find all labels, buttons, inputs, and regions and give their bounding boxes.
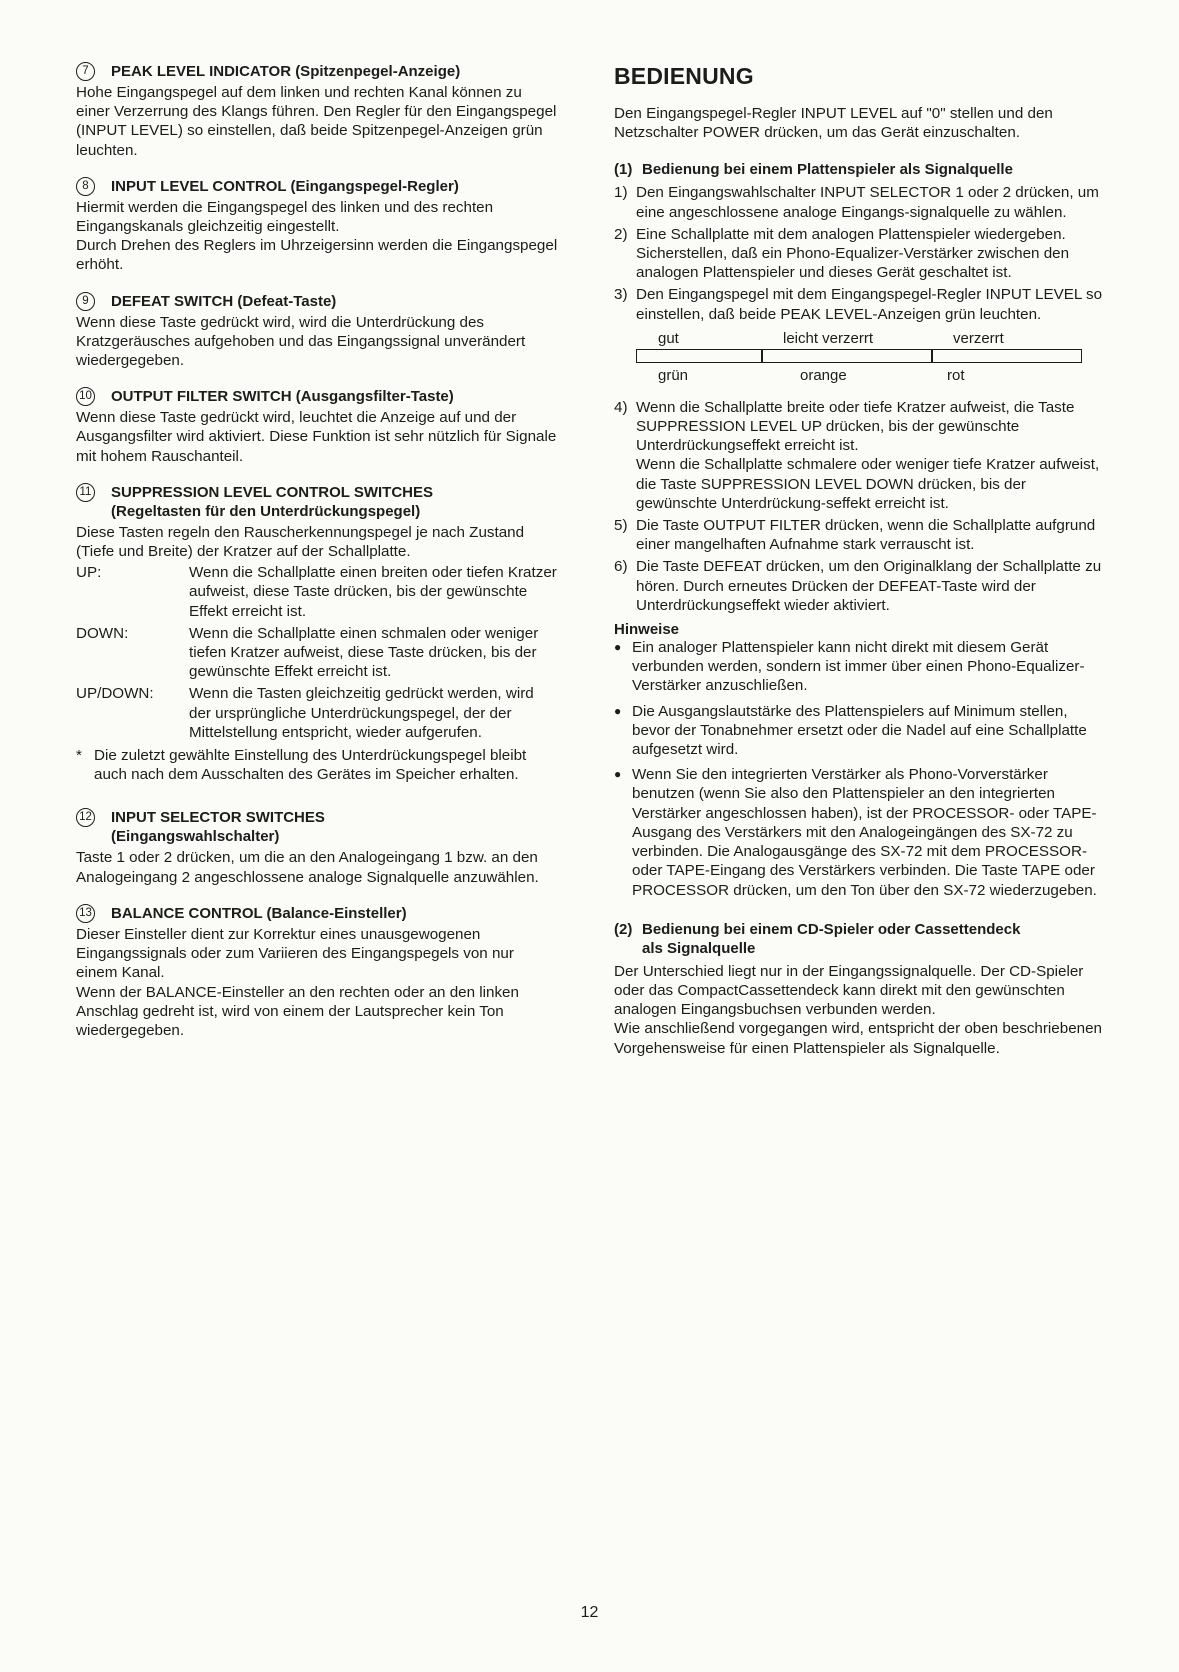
definition-term: UP/DOWN: (76, 685, 154, 703)
step-item (614, 183, 1106, 221)
definition-list (76, 563, 558, 742)
section-subtitle: (Eingangswahlschalter) (111, 828, 280, 846)
section-subtitle: (Regeltasten für den Unterdrückungspegel) (111, 502, 421, 520)
step-text: Wenn die Schallplatte schmalere oder weniger tiefe Kratzer aufweist, die Taste SUPPRESSION LEVEL DOWN drücken, bis der gewünschte Unterdrückung-seffekt erreicht ist. (636, 456, 1100, 512)
level-color: grün (658, 366, 689, 384)
note-item (614, 765, 1106, 899)
subsection-body: Der Unterschied liegt nur in der Eingangssignalquelle. Der CD-Spieler oder das CompactCassettendeck kann direkt mit den gewünschten analogen Eingangsbuchsen verbunden werden. (614, 962, 1084, 1019)
section-title: PEAK LEVEL INDICATOR (Spitzenpegel-Anzeige) (111, 63, 461, 80)
section-peak-level-indicator (76, 62, 558, 160)
subsection-number: (2) (614, 920, 633, 938)
section-body: Hohe Eingangspegel auf dem linken und rechten Kanal können zu einer Verzerrung des Klangs führen. Den Regler für den Eingangspegel (INPUT LEVEL) so einstellen, daß beide Spitzenpegel-Anzeigen grün leuchten. (76, 84, 557, 159)
section-defeat-switch (76, 292, 558, 371)
step-number: 6) (614, 558, 628, 576)
circled-number: 13 (76, 904, 95, 923)
circled-number: 9 (76, 292, 95, 311)
step-number: 3) (614, 286, 628, 304)
circled-number: 11 (76, 483, 95, 502)
section-body: Wenn diese Taste gedrückt wird, leuchtet die Anzeige auf und der Ausgangsfilter wird aktiviert. Diese Funktion ist sehr nützlich für Signale mit hohem Rauschanteil. (76, 409, 557, 465)
note-text: Ein analoger Plattenspieler kann nicht direkt mit diesem Gerät verbunden werden, sondern ist immer über einen Phono-Equalizer-Verstärker anzuschließen. (632, 639, 1085, 695)
section-output-filter-switch (76, 387, 558, 466)
level-divider (931, 349, 933, 363)
right-column (614, 62, 1106, 1058)
definition-row (76, 684, 558, 742)
bullet-icon: ● (614, 767, 622, 782)
definition-term: DOWN: (76, 624, 129, 642)
section-title: INPUT LEVEL CONTROL (Eingangspegel-Regler) (111, 177, 459, 195)
level-bar (636, 349, 1082, 363)
subsection-body: Wie anschließend vorgegangen wird, entspricht der oben beschriebenen Vorgehensweise für einen Plattenspieler als Signalquelle. (614, 1020, 1102, 1057)
footnote-text: Die zuletzt gewählte Einstellung des Unterdrückungspegel bleibt auch nach dem Ausschalten des Gerätes im Speicher erhalten. (94, 747, 527, 784)
step-text: Eine Schallplatte mit dem analogen Plattenspieler wiedergeben. (636, 225, 1066, 243)
subsection-heading (614, 920, 1106, 958)
step-text: Wenn die Schallplatte breite oder tiefe Kratzer aufweist, die Taste SUPPRESSION LEVEL UP drücken, bis der gewünschte Unterdrückungseffekt erreicht ist. (636, 398, 1075, 455)
level-indicator-diagram (636, 330, 1082, 384)
subsection-title: Bedienung bei einem Plattenspieler als Signalquelle (642, 161, 1013, 179)
page-title: BEDIENUNG (614, 63, 754, 89)
section-title: OUTPUT FILTER SWITCH (Ausgangsfilter-Taste) (111, 388, 454, 406)
bullet-icon: ● (614, 703, 622, 718)
step-text: Den Eingangspegel mit dem Eingangspegel-Regler INPUT LEVEL so einstellen, daß beide PEAK LEVEL-Anzeigen grün leuchten. (636, 286, 1103, 323)
step-item (614, 398, 1106, 513)
notes-heading: Hinweise (614, 621, 680, 639)
section-body: Wenn diese Taste gedrückt wird, wird die Unterdrückung des Kratzgeräusches aufgehoben und das Eingangssignal unverändert wiedergegeben. (76, 313, 526, 370)
circled-number: 8 (76, 177, 95, 196)
subsection-heading (614, 160, 1106, 179)
section-title: SUPPRESSION LEVEL CONTROL SWITCHES (111, 483, 433, 501)
section-input-level-control (76, 177, 558, 275)
step-number: 1) (614, 184, 628, 202)
note-item (614, 638, 1106, 696)
bullet-icon: ● (614, 640, 622, 655)
step-item (614, 516, 1106, 554)
intro-text: Den Eingangspegel-Regler INPUT LEVEL auf "0" stellen und den Netzschalter POWER drücken, um das Gerät einzuschalten. (614, 105, 1053, 142)
section-title: INPUT SELECTOR SWITCHES (111, 809, 325, 827)
step-text: Den Eingangswahlschalter INPUT SELECTOR 1 oder 2 drücken, um eine angeschlossene analoge Eingangs-signalquelle zu wählen. (636, 184, 1099, 221)
subsection-title: als Signalquelle (642, 939, 756, 957)
definition-text: Wenn die Schallplatte einen breiten oder tiefen Kratzer aufweist, diese Taste drücken, bis der gewünschte Effekt erreicht ist. (189, 564, 557, 620)
circled-number: 12 (76, 808, 95, 827)
definition-row (76, 563, 558, 621)
note-text: Wenn Sie den integrierten Verstärker als Phono-Vorverstärker benutzen (wenn Sie also den Plattenspieler an den integrierten Verstärker angeschlossen haben), ist der PROCESSOR- oder TAPE- Ausgang des Verstärkers mit den Analogeingängen des SX-72 zu verbinden. Die Analogausgänge des SX-72 mit dem PROCESSOR- oder TAPE-Eingang des Verstärkers verbinden. Die Taste TAPE oder PROCESSOR drücken, um den Ton über den SX-72 wiederzugeben. (632, 766, 1097, 899)
section-title: BALANCE CONTROL (Balance-Einsteller) (111, 904, 407, 922)
definition-text: Wenn die Schallplatte einen schmalen oder weniger tiefen Kratzer aufweist, diese Taste drücken, bis der gewünschte Effekt erreicht ist. (189, 624, 539, 681)
subsection-number: (1) (614, 161, 633, 179)
step-number: 2) (614, 225, 628, 243)
notes-list (614, 638, 1106, 900)
level-label: leicht verzerrt (783, 329, 874, 347)
level-label: gut (658, 329, 679, 347)
level-divider (761, 349, 763, 363)
step-item (614, 225, 1106, 283)
section-body: Wenn der BALANCE-Einsteller an den rechten oder an den linken Anschlag gedreht ist, wird von einem der Lautsprecher kein Ton wiedergegeben. (76, 983, 519, 1039)
step-text: Die Taste OUTPUT FILTER drücken, wenn die Schallplatte aufgrund einer mangelhaften Aufnahme stark verrauscht ist. (636, 517, 1096, 554)
steps-list (614, 183, 1106, 323)
footnote (76, 746, 558, 784)
level-color: orange (800, 366, 847, 384)
page-number: 12 (580, 1604, 599, 1621)
circled-number: 10 (76, 387, 95, 406)
definition-term: UP: (76, 564, 102, 582)
step-text: Die Taste DEFEAT drücken, um den Originalklang der Schallplatte zu hören. Durch erneutes Drücken der DEFEAT-Taste wird der Unterdrückungseffekt wieder aktiviert. (636, 558, 1102, 614)
step-item (614, 285, 1106, 323)
section-body: Hiermit werden die Eingangspegel des linken und des rechten Eingangskanals gleichzeitig eingestellt. (76, 198, 494, 236)
step-item (614, 557, 1106, 615)
step-text: Sicherstellen, daß ein Phono-Equalizer-Verstärker zwischen den analogen Plattenspieler und dieses Gerät geschaltet ist. (636, 245, 1070, 282)
note-text: Die Ausgangslautstärke des Plattenspielers auf Minimum stellen, bevor der Tonabnehmer ersetzt oder die Nadel auf eine Schallplatte aufgesetzt wird. (632, 702, 1087, 759)
definition-text: Wenn die Tasten gleichzeitig gedrückt werden, wird der ursprüngliche Unterdrückungspegel, der der Mittelstellung entspricht, wieder aufgerufen. (189, 685, 534, 741)
step-number: 4) (614, 398, 628, 416)
section-body: Dieser Einsteller dient zur Korrektur eines unausgewogenen Eingangssignals oder zum Variieren des Eingangspegels von nur einem Kanal. (76, 925, 514, 982)
section-body: Durch Drehen des Reglers im Uhrzeigersinn werden die Eingangspegel erhöht. (76, 237, 558, 274)
level-color: rot (947, 366, 965, 384)
circled-number: 7 (76, 62, 95, 81)
definition-row (76, 624, 558, 682)
level-label: verzerrt (953, 329, 1004, 347)
section-balance-control (76, 904, 558, 1040)
steps-list (614, 398, 1106, 615)
asterisk: * (76, 747, 82, 765)
section-body: Taste 1 oder 2 drücken, um die an den Analogeingang 1 bzw. an den Analogeingang 2 angeschlossene analoge Signalquelle anzuwählen. (76, 849, 539, 886)
section-suppression-level (76, 483, 558, 785)
section-input-selector (76, 808, 558, 886)
step-number: 5) (614, 517, 628, 535)
note-item (614, 702, 1106, 760)
subsection-title: Bedienung bei einem CD-Spieler oder Cassettendeck (642, 920, 1021, 938)
section-body: Diese Tasten regeln den Rauscherkennungspegel je nach Zustand (Tiefe und Breite) der Kratzer auf der Schallplatte. (76, 523, 525, 561)
left-column (76, 62, 558, 1057)
section-title: DEFEAT SWITCH (Defeat-Taste) (111, 292, 337, 310)
